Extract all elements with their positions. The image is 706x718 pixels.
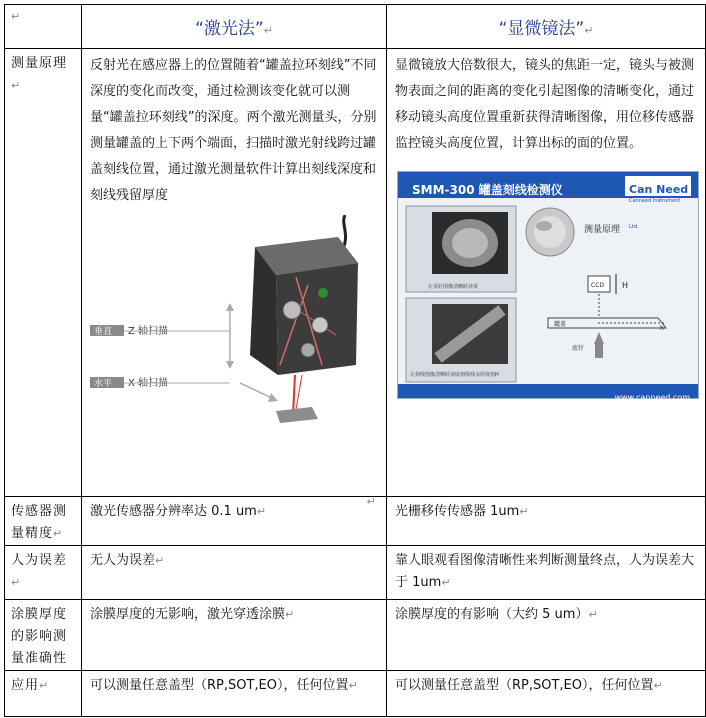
microscope-application-text: 可以测量任意盖型（RP,SOT,EO），任何位置 [395, 678, 654, 693]
cell-microscope-human-error: 靠人眼观看图像清晰性来判断测量终点，人为误差大于 1um↵ [387, 546, 706, 600]
logo-text: Can Need [629, 183, 689, 196]
row-application [5, 671, 706, 717]
svg-text:罐盖: 罐盖 [554, 321, 567, 328]
row-precision [5, 497, 706, 546]
microscope-illustration [398, 198, 698, 384]
laser-sensor-figure [90, 215, 380, 425]
microscope-human-error-text: 靠人眼观看图像清晰性来判断测量终点，人为误差大于 1um [395, 553, 695, 590]
header-microscope [387, 5, 706, 49]
cell-microscope-principle [387, 49, 706, 497]
laser-precision-text: 激光传感器分辨率达 0.1 um [90, 504, 257, 519]
comparison-table [4, 4, 706, 717]
label-principle: 测量原理↵ [5, 49, 82, 497]
microscope-figure [397, 171, 699, 402]
cell-microscope-application: 可以测量任意盖型（RP,SOT,EO），任何位置↵ [387, 671, 706, 717]
cell-laser-application: 可以测量任意盖型（RP,SOT,EO），任何位置↵ [82, 671, 387, 717]
svg-text:让刻线图像清晰时读取刻线残余厚度值H: 让刻线图像清晰时读取刻线残余厚度值H [410, 372, 499, 378]
label-text: 人为误差 [11, 553, 68, 568]
laser-coating-text: 涂膜厚度的无影响，激光穿透涂膜 [90, 607, 286, 622]
row-coating [5, 600, 706, 671]
paragraph-mark: ↵ [366, 494, 376, 508]
row-principle [5, 49, 706, 497]
microscope-coating-text: 涂膜厚度的有影响（大约 5 um） [395, 607, 589, 622]
cell-microscope-precision: 光栅移传传感器 1um↵ [387, 497, 706, 546]
figure-title: SMM-300 罐盖刻线检测仪 [412, 183, 563, 197]
svg-text:X 轴扫描: X 轴扫描 [128, 378, 169, 389]
row-human-error [5, 546, 706, 600]
label-human-error: 人为误差↵ [5, 546, 82, 600]
laser-sensor-illustration [90, 215, 380, 425]
label-text: 涂膜厚度的影响测量准确性 [11, 607, 68, 666]
header-row [5, 5, 706, 49]
svg-text:水平: 水平 [94, 379, 113, 389]
cell-laser-coating: 涂膜厚度的无影响，激光穿透涂膜↵ [82, 600, 387, 671]
label-text: 应用 [11, 678, 40, 693]
label-precision: 传感器测量精度↵ [5, 497, 82, 546]
figure-footer [398, 384, 698, 402]
header-laser [82, 5, 387, 49]
laser-principle-text: 反射光在感应器上的位置随着“罐盖拉环刻线”不同深度的变化而改变，通过检测该变化就可以测量“罐盖拉环刻线”的深度。两个激光测量头，分别测量罐盖的上下两个端面，扫描时激光射线跨过罐盖刻线位置，通过激光测量软件计算出刻线深度和刻线残留厚度 [90, 58, 377, 203]
label-application: 应用↵ [5, 671, 82, 717]
cell-laser-human-error: 无人为误差↵ [82, 546, 387, 600]
paragraph-mark: ↵ [11, 10, 21, 23]
label-text: 测量原理 [11, 56, 68, 71]
microscope-principle-text: 显微镜放大倍数很大，镜头的焦距一定，镜头与被测物表面之间的距离的变化引起图像的清晰变化，通过移动镜头高度位置重新获得清晰图像，用位移传感器监控镜头高度位置，计算出标的面的位置。 [395, 58, 695, 151]
paragraph-mark: ↵ [263, 24, 273, 37]
canneed-url: www.canneed.com [614, 393, 690, 402]
laser-application-text: 可以测量任意盖型（RP,SOT,EO），任何位置 [90, 678, 349, 693]
corner-cell [5, 5, 82, 49]
svg-text:H: H [622, 281, 629, 290]
label-text: 传感器测量精度 [11, 504, 68, 541]
canneed-logo [624, 175, 692, 230]
header-microscope-text: “显微镜法” [498, 19, 585, 39]
svg-text:CCD: CCD [591, 282, 604, 289]
svg-text:底针: 底针 [572, 345, 585, 352]
svg-text:让顶针图像清晰时读零: 让顶针图像清晰时读零 [428, 284, 479, 290]
label-coating [5, 600, 82, 671]
svg-text:h: h [660, 325, 664, 332]
logo-subtext: Canneed Instrument Ltd. [629, 198, 681, 230]
microscope-precision-text: 光栅移传传感器 1um [395, 504, 520, 519]
header-laser-text: “激光法” [195, 19, 264, 39]
laser-human-error-text: 无人为误差 [90, 553, 156, 568]
svg-text:垂直: 垂直 [94, 327, 113, 337]
paragraph-mark: ↵ [584, 24, 594, 37]
cell-laser-principle [82, 49, 387, 508]
cell-laser-precision: 激光传感器分辨率达 0.1 um↵ [82, 497, 387, 546]
cell-microscope-coating: 涂膜厚度的有影响（大约 5 um）↵ [387, 600, 706, 671]
svg-text:Z 轴扫描: Z 轴扫描 [128, 326, 169, 337]
svg-text:测量原理: 测量原理 [584, 225, 621, 235]
